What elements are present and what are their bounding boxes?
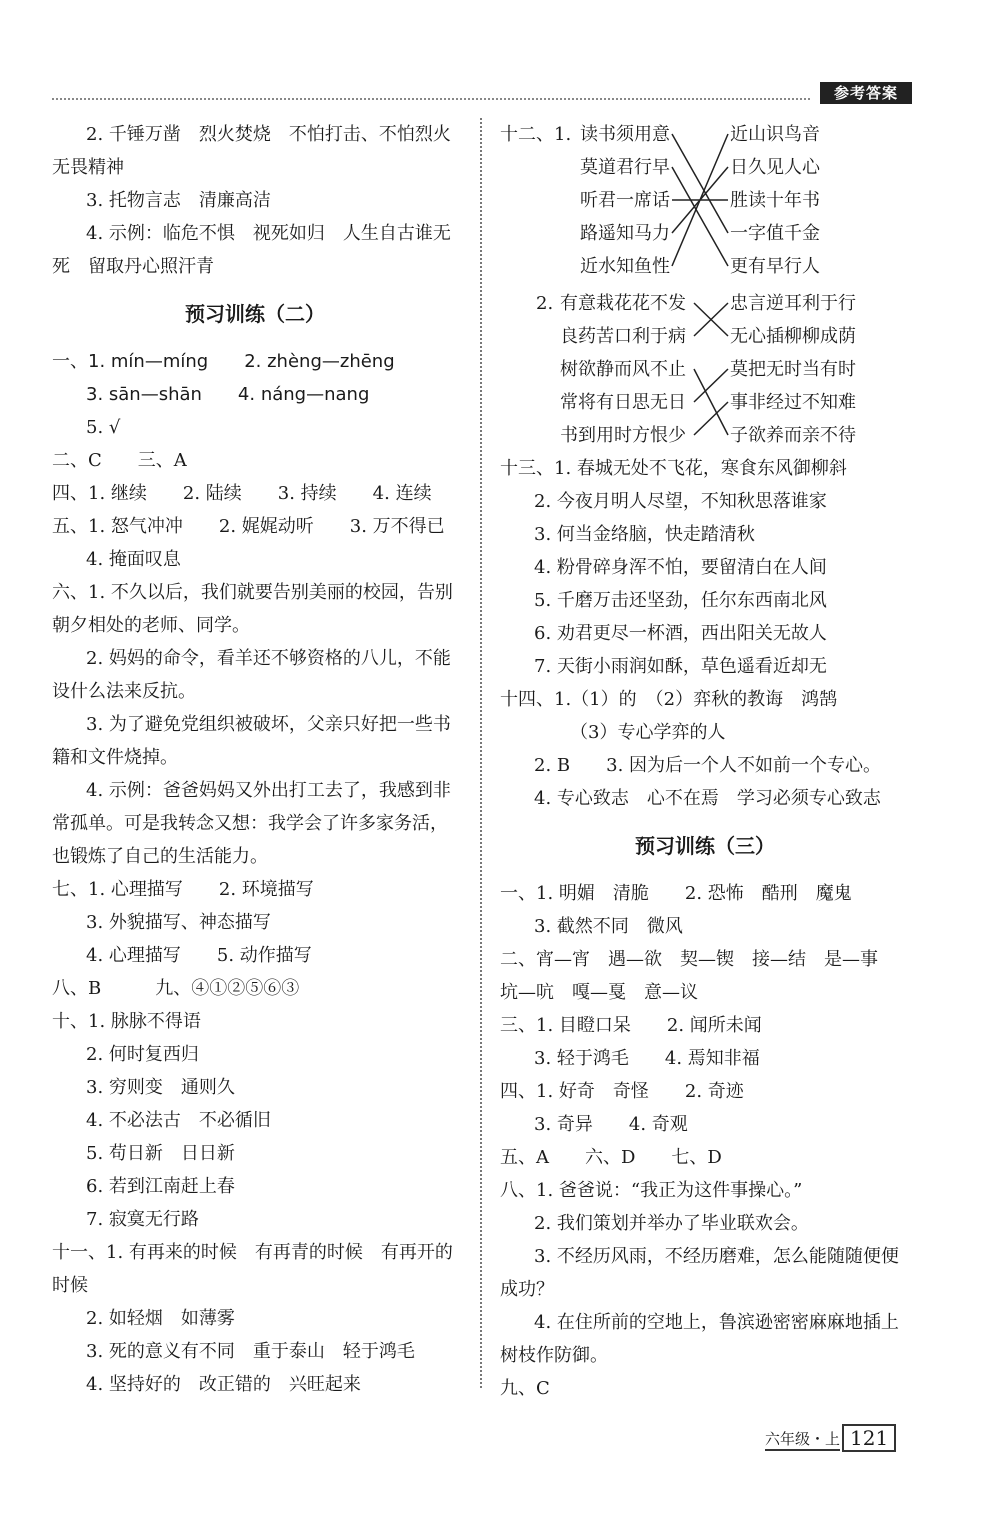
match-right-item: 无心插柳柳成荫 (730, 326, 856, 347)
answer-line: 4. 不必法古 不必循旧 (86, 1110, 271, 1131)
answer-line: 2. 我们策划并举办了毕业联欢会。 (534, 1213, 809, 1234)
answer-line: 七、1. 心理描写 2. 环境描写 (52, 879, 314, 900)
answer-line: 时候 (52, 1275, 88, 1296)
answer-line: 二、宵—宵 遇—欲 契—锲 接—结 是—事 (500, 949, 878, 970)
answer-line: 4. 示例：爸爸妈妈又外出打工去了，我感到非 (86, 780, 451, 801)
answer-line: 3. 外貌描写、神态描写 (86, 912, 271, 933)
answer-line: 坑—吭 嘎—戛 意—议 (500, 982, 698, 1003)
answer-line: 3. 奇异 4. 奇观 (534, 1114, 688, 1135)
answer-line: 四、1. 好奇 奇怪 2. 奇迹 (500, 1081, 744, 1102)
answer-line: 成功？ (500, 1279, 554, 1300)
match-right-item: 忠言逆耳利于行 (730, 293, 856, 314)
answer-line: 2. B 3. 因为后一个人不如前一个专心。 (534, 755, 882, 776)
match-right-item: 更有早行人 (730, 256, 820, 277)
answer-line: 一、1. mín—míng 2. zhèng—zhēng (52, 351, 395, 372)
match-right-item: 子欲养而亲不待 (730, 425, 856, 446)
match-left-item: 有意栽花花不发 (560, 293, 686, 314)
footer-grade: 六年级・上 (765, 1428, 840, 1451)
answer-line: 十一、1. 有再来的时候 有再青的时候 有再开的 (52, 1242, 453, 1263)
answer-line: 一、1. 明媚 清脆 2. 恐怖 酷刑 魔鬼 (500, 883, 852, 904)
answer-line: 五、A 六、D 七、D (500, 1147, 722, 1168)
answer-line: 7. 寂寞无行路 (86, 1209, 199, 1230)
answer-line: 三、1. 目瞪口呆 2. 闻所未闻 (500, 1015, 762, 1036)
answer-line: 5. 千磨万击还坚劲，任尔东西南北风 (534, 590, 827, 611)
answer-line: 八、B 九、④①②⑤⑥③ (52, 978, 300, 999)
answer-line: 无畏精神 (52, 157, 124, 178)
column-divider (480, 118, 482, 1388)
answer-line: 4. 专心致志 心不在焉 学习必须专心致志 (534, 788, 881, 809)
answer-line: 五、1. 怒气冲冲 2. 娓娓动听 3. 万不得已 (52, 516, 445, 537)
answer-line: 六、1. 不久以后，我们就要告别美丽的校园，告别 (52, 582, 453, 603)
answer-line: 3. sān—shān 4. náng—nang (86, 384, 370, 405)
answer-line: 3. 为了避免党组织被破坏，父亲只好把一些书 (86, 714, 451, 735)
answer-line: 二、C 三、A (52, 450, 187, 471)
answer-line: 7. 天街小雨润如酥，草色遥看近却无 (534, 656, 827, 677)
answer-line: 八、1. 爸爸说：“我正为这件事操心。” (500, 1180, 803, 1201)
answer-line: 设什么法来反抗。 (52, 681, 196, 702)
answer-line: 死 留取丹心照汗青 (52, 256, 214, 277)
match-label: 2. (536, 293, 554, 314)
answer-line: 常孤单。可是我转念又想：我学会了许多家务活， (52, 813, 448, 834)
match-left-item: 树欲静而风不止 (560, 359, 686, 380)
section-title: 预习训练（二） (185, 302, 325, 326)
match-left-item: 莫道君行早 (580, 157, 670, 178)
answer-line: （3）专心学弈的人 (570, 722, 726, 743)
match-right-item: 一字值千金 (730, 223, 820, 244)
answer-line: 也锻炼了自己的生活能力。 (52, 846, 268, 867)
answer-line: 2. 如轻烟 如薄雾 (86, 1308, 235, 1329)
answer-line: 4. 粉骨碎身浑不怕，要留清白在人间 (534, 557, 827, 578)
answer-line: 4. 心理描写 5. 动作描写 (86, 945, 312, 966)
header-badge: 参考答案 (820, 82, 912, 104)
answer-line: 3. 不经历风雨，不经历磨难，怎么能随随便便 (534, 1246, 899, 1267)
match-right-item: 事非经过不知难 (730, 392, 856, 413)
match-left-item: 良药苦口利于病 (560, 326, 686, 347)
answer-line: 5. √ (86, 417, 121, 438)
match-left-item: 读书须用意 (580, 124, 670, 145)
answer-line: 6. 若到江南赶上春 (86, 1176, 235, 1197)
match-right-item: 日久见人心 (730, 157, 820, 178)
answer-line: 2. 何时复西归 (86, 1044, 199, 1065)
answer-line: 5. 苟日新 日日新 (86, 1143, 235, 1164)
answer-line: 籍和文件烧掉。 (52, 747, 178, 768)
match-left-item: 书到用时方恨少 (560, 425, 686, 446)
page-number: 121 (842, 1424, 896, 1452)
matching-group-1 (500, 118, 910, 283)
answer-line: 6. 劝君更尽一杯酒，西出阳关无故人 (534, 623, 827, 644)
answer-line: 2. 今夜月明人尽望，不知秋思落谁家 (534, 491, 827, 512)
left-column (52, 118, 458, 1401)
answer-line: 2. 千锤万凿 烈火焚烧 不怕打击、不怕烈火 (86, 124, 451, 145)
section-title: 预习训练（三） (635, 834, 775, 858)
answer-line: 4. 在住所前的空地上，鲁滨逊密密麻麻地插上 (534, 1312, 899, 1333)
match-right-item: 近山识鸟音 (730, 124, 820, 145)
match-left-item: 常将有日思无日 (560, 392, 686, 413)
answer-line: 3. 死的意义有不同 重于泰山 轻于鸿毛 (86, 1341, 415, 1362)
answer-line: 朝夕相处的老师、同学。 (52, 615, 250, 636)
answer-line: 3. 轻于鸿毛 4. 焉知非福 (534, 1048, 760, 1069)
match-right-item: 胜读十年书 (730, 190, 820, 211)
matching-group-2 (500, 287, 910, 452)
match-label: 十二、1. (500, 124, 572, 145)
answer-line: 4. 坚持好的 改正错的 兴旺起来 (86, 1374, 361, 1395)
answer-line: 3. 何当金络脑，快走踏清秋 (534, 524, 755, 545)
match-left-item: 近水知鱼性 (580, 256, 670, 277)
answer-line: 4. 示例：临危不惧 视死如归 人生自古谁无 (86, 223, 451, 244)
answer-line: 十、1. 脉脉不得语 (52, 1011, 201, 1032)
answer-line: 2. 妈妈的命令，看羊还不够资格的八儿，不能 (86, 648, 451, 669)
match-right-item: 莫把无时当有时 (730, 359, 856, 380)
match-left-item: 路遥知马力 (580, 223, 670, 244)
answer-line: 3. 截然不同 微风 (534, 916, 683, 937)
answer-line: 树枝作防御。 (500, 1345, 608, 1366)
answer-line: 十三、1. 春城无处不飞花，寒食东风御柳斜 (500, 458, 847, 479)
right-column (500, 118, 910, 1405)
answer-line: 九、C (500, 1378, 550, 1399)
answer-line: 3. 穷则变 通则久 (86, 1077, 235, 1098)
match-left-item: 听君一席话 (580, 190, 670, 211)
answer-line: 四、1. 继续 2. 陆续 3. 持续 4. 连续 (52, 483, 432, 504)
header-rule (52, 98, 810, 100)
answer-line: 十四、1.（1）的 （2）弈秋的教诲 鸿鹄 (500, 689, 838, 710)
answer-line: 3. 托物言志 清廉高洁 (86, 190, 271, 211)
answer-line: 4. 掩面叹息 (86, 549, 181, 570)
